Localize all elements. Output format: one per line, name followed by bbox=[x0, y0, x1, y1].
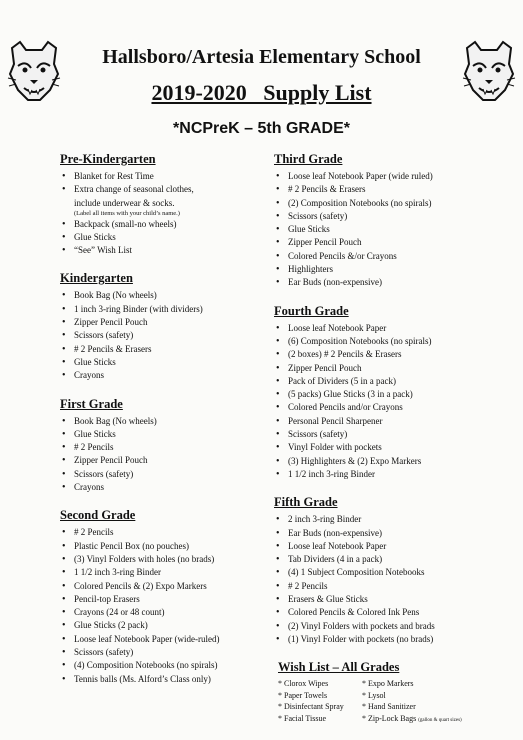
list-item: • 1 1/2 inch 3-ring Binder bbox=[272, 468, 512, 481]
section-title: Pre-Kindergarten bbox=[60, 152, 156, 166]
list-item: • Glue Sticks bbox=[272, 223, 512, 236]
section-title: Kindergarten bbox=[60, 271, 133, 286]
ziplock-size-note: (gallon & quart sizes) bbox=[418, 717, 462, 723]
section-fifth-grade bbox=[272, 495, 512, 646]
list-item: • Colored Pencils &/or Crayons bbox=[272, 250, 512, 263]
list-item: • Loose leaf Notebook Paper (wide ruled) bbox=[272, 170, 512, 183]
list-item: • Tennis balls (Ms. Alford’s Class only) bbox=[58, 673, 280, 686]
list-item: • # 2 Pencils & Erasers bbox=[58, 343, 280, 356]
list-item: • Loose leaf Notebook Paper bbox=[272, 322, 512, 335]
list-item: • Crayons (24 or 48 count) bbox=[58, 606, 280, 619]
section-kindergarten bbox=[58, 271, 280, 382]
wish-item: * Paper Towels bbox=[278, 690, 328, 700]
list-item: • Glue Sticks (2 pack) bbox=[58, 619, 280, 632]
section-pre-kindergarten bbox=[58, 152, 280, 257]
wish-item: * Hand Sanitizer bbox=[362, 702, 416, 712]
section-title: Third Grade bbox=[274, 152, 343, 166]
list-item: • Book Bag (No wheels) bbox=[58, 289, 280, 302]
list-item: • Scissors (safety) bbox=[58, 468, 280, 481]
section-second-grade bbox=[58, 508, 280, 686]
list-item: • Glue Sticks bbox=[58, 356, 280, 369]
list-item: • Personal Pencil Sharpener bbox=[272, 415, 512, 428]
wish-item: * Expo Markers bbox=[362, 679, 414, 689]
list-item-text: Extra change of seasonal clothes, bbox=[74, 184, 194, 195]
list-item: • # 2 Pencils bbox=[272, 580, 512, 593]
panther-head-icon bbox=[6, 40, 62, 102]
list-item: • Glue Sticks bbox=[58, 428, 280, 441]
list-item: • Ear Buds (non-expensive) bbox=[272, 276, 512, 289]
list-item: • Colored Pencils and/or Crayons bbox=[272, 401, 512, 414]
list-item: • Zipper Pencil Pouch bbox=[272, 362, 512, 375]
right-column bbox=[272, 152, 512, 740]
list-item: • Colored Pencils & (2) Expo Markers bbox=[58, 580, 280, 593]
section-first-grade bbox=[58, 397, 280, 495]
wish-list-column bbox=[278, 678, 362, 726]
list-item: • # 2 Pencils & Erasers bbox=[272, 183, 512, 196]
wish-item-text: * Zip-Lock Bags bbox=[362, 713, 417, 723]
panther-head-icon bbox=[461, 40, 517, 102]
list-item: • Backpack (small-no wheels) bbox=[58, 218, 280, 231]
wish-item: * Disinfectant Spray bbox=[278, 702, 344, 712]
list-item: • Vinyl Folder with pockets bbox=[272, 441, 512, 454]
list-item: • (4) Composition Notebooks (no spirals) bbox=[58, 659, 280, 672]
list-item: • “See” Wish List bbox=[58, 244, 280, 257]
list-item: • # 2 Pencils bbox=[58, 441, 280, 454]
list-item: • Loose leaf Notebook Paper (wide-ruled) bbox=[58, 633, 280, 646]
list-item: • # 2 Pencils bbox=[58, 526, 280, 539]
section-fourth-grade bbox=[272, 304, 512, 482]
label-note: (Label all items with your child’s name.) bbox=[74, 209, 180, 217]
list-item: • Book Bag (No wheels) bbox=[58, 415, 280, 428]
list-item: • Tab Dividers (4 in a pack) bbox=[272, 553, 512, 566]
left-column bbox=[58, 152, 280, 700]
list-item: • Crayons bbox=[58, 481, 280, 494]
wish-item: * Lysol bbox=[362, 690, 386, 700]
list-item: • (3) Highlighters & (2) Expo Markers bbox=[272, 455, 512, 468]
list-item: • Scissors (safety) bbox=[272, 210, 512, 223]
list-item: • 1 inch 3-ring Binder (with dividers) bbox=[58, 303, 280, 316]
list-item: • (2) Composition Notebooks (no spirals) bbox=[272, 197, 512, 210]
grade-range: *NCPreK – 5th GRADE* bbox=[173, 120, 350, 137]
section-title: First Grade bbox=[60, 396, 123, 411]
list-item: • Glue Sticks bbox=[58, 231, 280, 244]
section-wish-list bbox=[272, 660, 512, 726]
list-item: • Erasers & Glue Sticks bbox=[272, 593, 512, 606]
wish-item: * Clorox Wipes bbox=[278, 679, 329, 689]
school-name: Hallsboro/Artesia Elementary School bbox=[102, 46, 421, 68]
section-title: Second Grade bbox=[60, 508, 136, 523]
section-title: Wish List – All Grades bbox=[278, 660, 400, 675]
list-item: • Crayons bbox=[58, 369, 280, 382]
list-item: • (6) Composition Notebooks (no spirals) bbox=[272, 335, 512, 348]
list-item: • (2 boxes) # 2 Pencils & Erasers bbox=[272, 348, 512, 361]
section-title: Fifth Grade bbox=[274, 495, 338, 510]
list-item: • Pack of Dividers (5 in a pack) bbox=[272, 375, 512, 388]
list-item: • Plastic Pencil Box (no pouches) bbox=[58, 540, 280, 553]
list-item bbox=[58, 183, 280, 196]
list-item: • 1 1/2 inch 3-ring Binder bbox=[58, 566, 280, 579]
list-item: • 2 inch 3-ring Binder bbox=[272, 513, 512, 526]
list-item: • Pencil-top Erasers bbox=[58, 593, 280, 606]
wish-item bbox=[362, 713, 512, 727]
list-item: • (2) Vinyl Folders with pockets and brads bbox=[272, 620, 512, 633]
list-item: • Loose leaf Notebook Paper bbox=[272, 540, 512, 553]
list-item: • Ear Buds (non-expensive) bbox=[272, 527, 512, 540]
list-item: • Scissors (safety) bbox=[58, 329, 280, 342]
wish-list-grid bbox=[278, 678, 512, 726]
section-title: Fourth Grade bbox=[274, 303, 349, 318]
wish-item: * Facial Tissue bbox=[278, 713, 327, 723]
page-title: 2019-2020 Supply List bbox=[151, 80, 372, 105]
list-item: • Zipper Pencil Pouch bbox=[58, 316, 280, 329]
list-item: • Scissors (safety) bbox=[272, 428, 512, 441]
list-item-continuation: include underwear & socks. bbox=[74, 197, 175, 208]
list-item: • Highlighters bbox=[272, 263, 512, 276]
list-item: • (1) Vinyl Folder with pockets (no brads) bbox=[272, 633, 512, 646]
list-item: • (5 packs) Glue Sticks (3 in a pack) bbox=[272, 388, 512, 401]
list-item: • Zipper Pencil Pouch bbox=[58, 454, 280, 467]
list-item: • Scissors (safety) bbox=[58, 646, 280, 659]
list-item: • Colored Pencils & Colored Ink Pens bbox=[272, 606, 512, 619]
list-item: • (3) Vinyl Folders with holes (no brads) bbox=[58, 553, 280, 566]
section-third-grade bbox=[272, 152, 512, 290]
list-item: • Zipper Pencil Pouch bbox=[272, 236, 512, 249]
list-item: • Blanket for Rest Time bbox=[58, 170, 280, 183]
list-item: • (4) 1 Subject Composition Notebooks bbox=[272, 566, 512, 579]
wish-list-column bbox=[362, 678, 512, 726]
